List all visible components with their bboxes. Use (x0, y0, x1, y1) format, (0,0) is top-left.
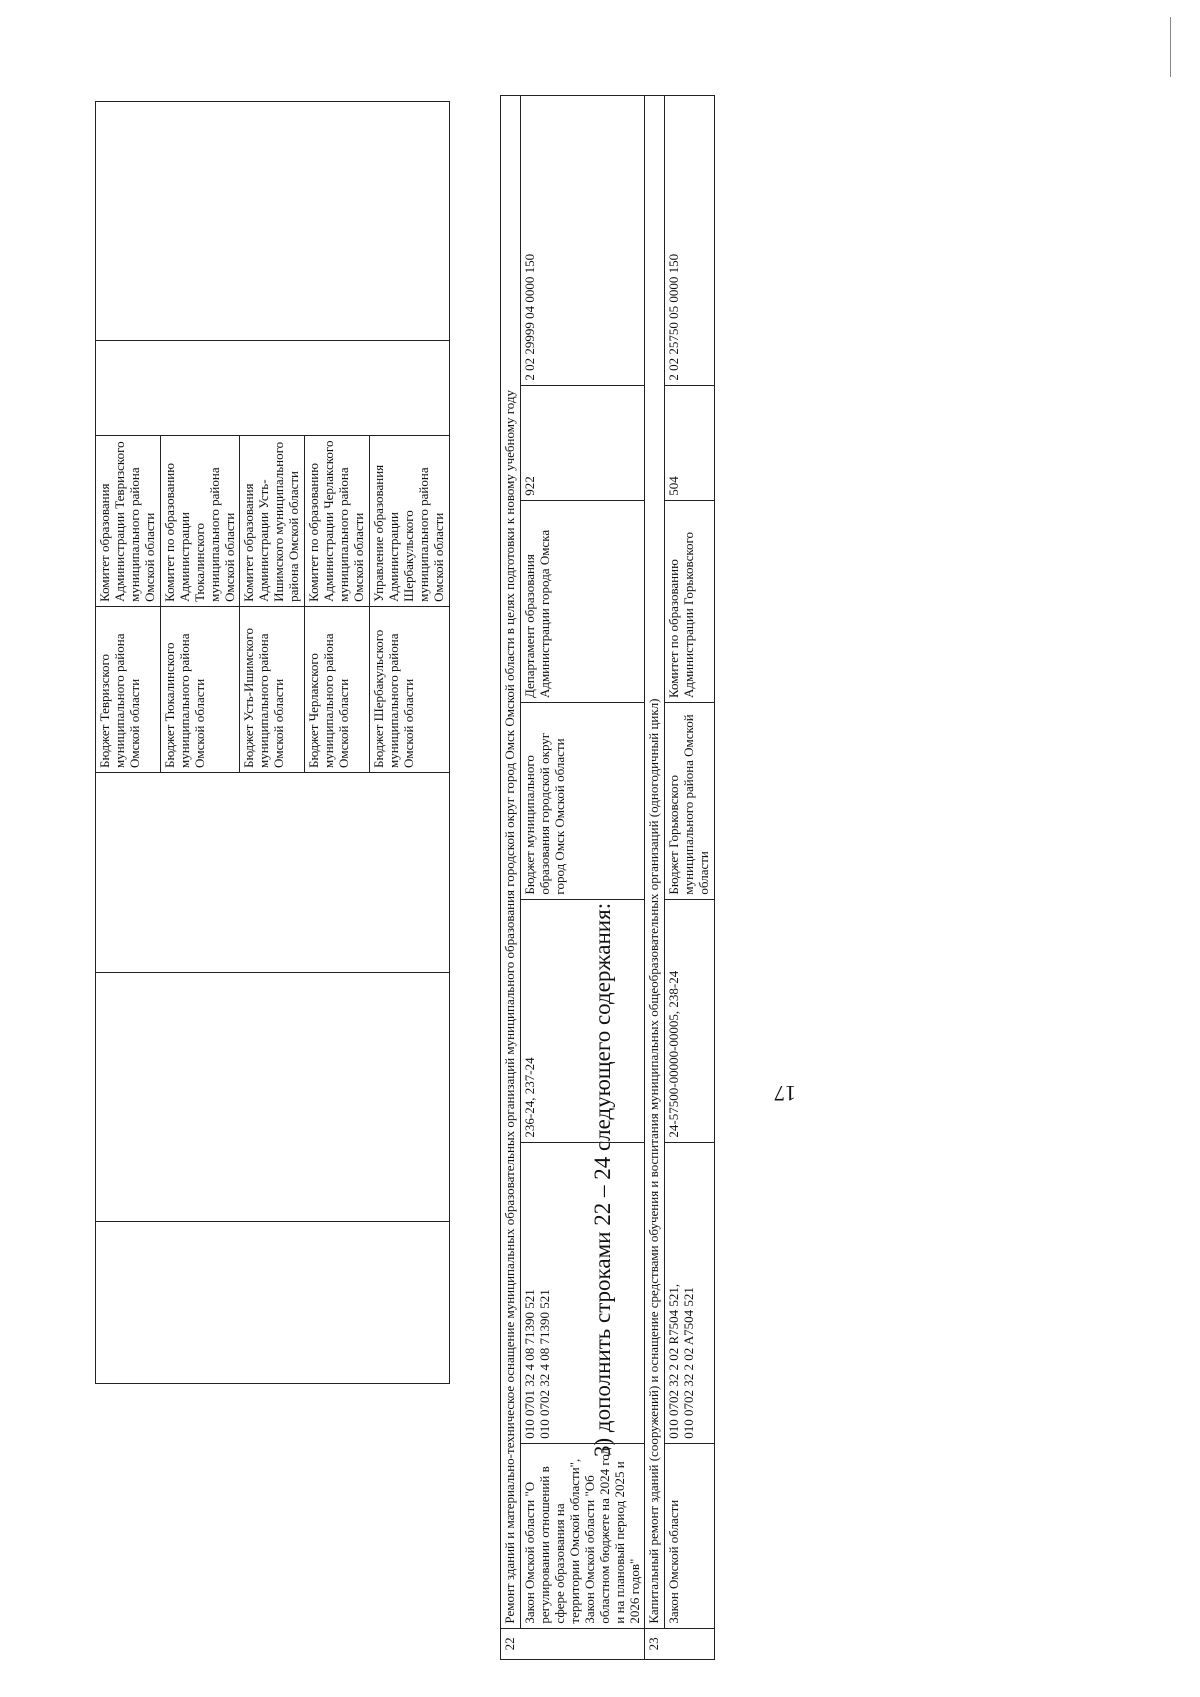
admin-cell: Комитет по образованию Администрации Горьковского (665, 500, 715, 702)
added-rows-table (500, 95, 715, 1660)
kbk-cell: 010 0702 32 2 02 R7504 521, 010 0702 32 2 02 A7504 521 (665, 1142, 715, 1443)
table-row (665, 96, 715, 1660)
table-row (520, 96, 645, 1660)
page-number: 17 (774, 1081, 796, 1106)
income-code-cell: 2 02 25750 05 0000 150 (665, 96, 715, 386)
empty-cell (96, 773, 450, 973)
empty-cell (96, 102, 450, 341)
grbs-cell: 922 (520, 385, 645, 500)
top-table (95, 101, 450, 1384)
admin-cell: Комитет образования Администрации Тевризского муниципального района Омской области (96, 435, 161, 606)
table-row (501, 96, 521, 1660)
kbk-cell: 010 0701 32 4 08 71390 521 010 0702 32 4 08 71390 521 (520, 1142, 645, 1443)
admin-cell: Комитет образования Администрации Усть-Ишимского муниципального района Омской области (240, 435, 305, 606)
law-cell: Закон Омской области "О регулировании отношений в сфере образования на территории Омской области", Закон Омской области "Об областном бюджете на 2024 год и на плановый период 2025 и 2026 годов" (520, 1443, 645, 1628)
grbs-cell: 504 (665, 385, 715, 500)
row-number: 23 (645, 1628, 715, 1659)
budget-cell: Бюджет Тевризского муниципального района Омской области (96, 606, 161, 772)
table-row (96, 102, 161, 1384)
admin-cell: Комитет по образованию Администрации Тюкалинского муниципального района Омской области (160, 435, 240, 606)
budget-cell: Бюджет Шербакульского муниципального района Омской области (369, 606, 449, 772)
budget-cell: Бюджет Тюкалинского муниципального района Омской области (160, 606, 240, 772)
codes-cell: 236-24, 237-24 (520, 899, 645, 1142)
codes-cell: 24-57500-00000-00005, 238-24 (665, 899, 715, 1142)
admin-cell: Комитет по образованию Администрации Черлакского муниципального района Омской области (305, 435, 370, 606)
row-title: Капитальный ремонт зданий (сооружений) и оснащение средствами обучения и воспитания муниципальных общеобразовательных организаций (одногодичный цикл) (645, 96, 665, 1629)
law-cell: Закон Омской области (665, 1443, 715, 1628)
budget-cell: Бюджет Горьковского муниципального района Омской области (665, 703, 715, 900)
empty-cell (96, 973, 450, 1221)
income-code-cell: 2 02 29999 04 0000 150 (520, 96, 645, 386)
margin-mark (1170, 17, 1171, 77)
admin-cell: Управление образования Администрации Шербакульского муниципального района Омской области (369, 435, 449, 606)
budget-cell: Бюджет Черлакского муниципального района Омской области (305, 606, 370, 772)
budget-cell: Бюджет Усть-Ишимского муниципального района Омской области (240, 606, 305, 772)
row-title: Ремонт зданий и материально-техническое оснащение муниципальных образовательных организаций муниципального образования городской округ город Омск Омской области в целях подготовки к новому учебному году (501, 96, 521, 1629)
table-row (645, 96, 665, 1660)
empty-cell (96, 1221, 450, 1383)
section-heading: 3) дополнить строками 22 – 24 следующего содержания: (590, 902, 615, 1457)
empty-cell (96, 340, 450, 435)
row-number: 22 (501, 1628, 645, 1659)
admin-cell: Департамент образования Администрации города Омска (520, 500, 645, 702)
budget-cell: Бюджет муниципального образования городской округ город Омск Омской области (520, 703, 645, 900)
